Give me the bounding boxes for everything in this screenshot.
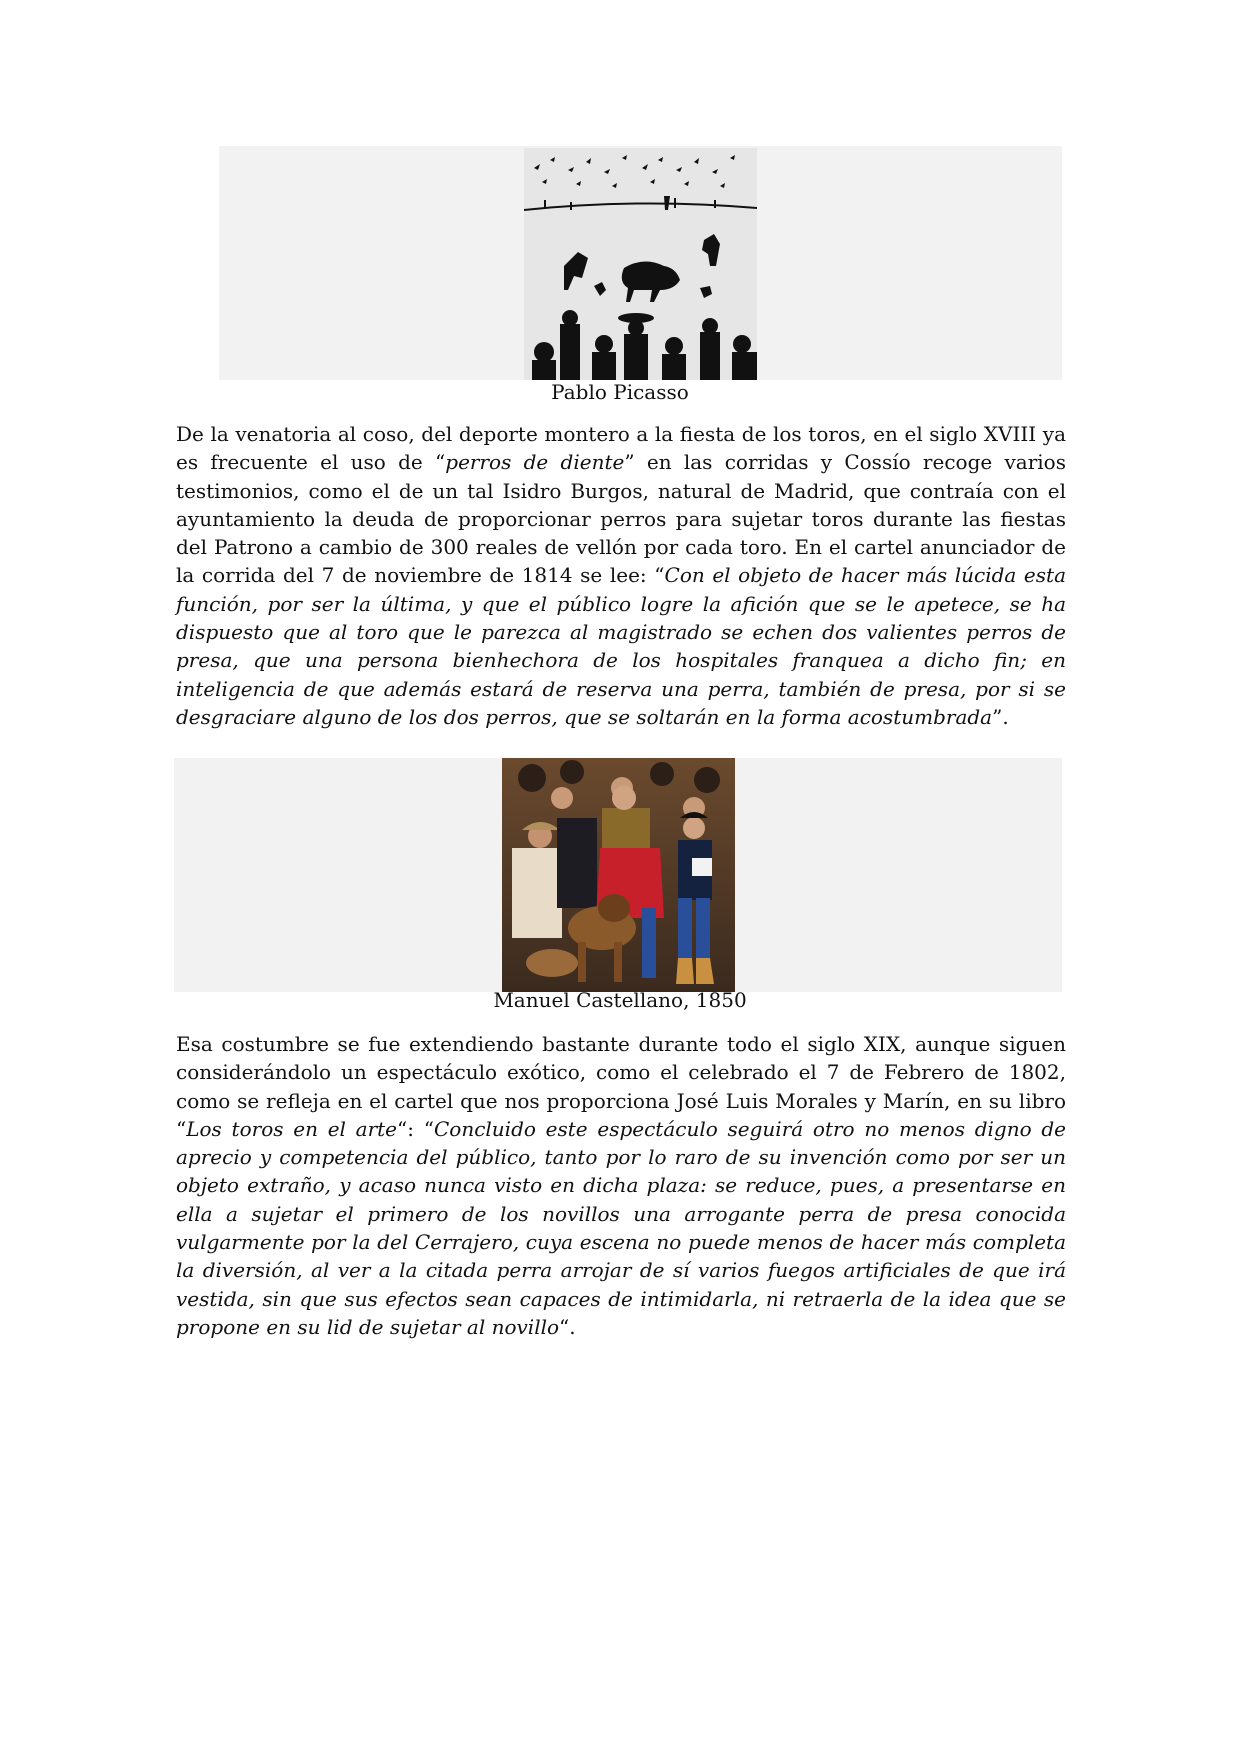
paragraph-2-text-b: “: “ [397, 1116, 434, 1141]
paragraph-1-text-b: ” en las corridas y Cossío recoge varios testimonios, como el de un tal Isidro Burgos, natural de Madrid, que contraía con el ayuntamiento la deuda de proporcionar perros para sujetar toros durante las fiestas del Patrono a cambio de 300 reales de vellón por cada toro. En el cartel anunciador de la corrida del 7 de noviembre de 1814 se lee: “ [176, 450, 1066, 588]
figure-2-caption: Manuel Castellano, 1850 [493, 988, 747, 1012]
figure-1-caption: Pablo Picasso [551, 380, 689, 404]
paragraph-1-text-a: De la venatoria al coso, del deporte montero a la fiesta de los toros, en el siglo XVIII ya es frecuente el uso de “ [176, 422, 1066, 475]
paragraph-2-italic-title: Los toros en el arte [186, 1116, 398, 1141]
paragraph-1-text-c: ”. [992, 704, 1009, 729]
paragraph-1-quote: Con el objeto de hacer más lúcida esta función, por ser la última, y que el público logre la afición que se le apetece, se ha dispuesto que al toro que le parezca al magistrado se echen dos valientes perros de presa, que una persona bienhechora de los hospitales franquea a dicho fin; en inteligencia de que además estará de reserva una perra, también de presa, por si se desgraciare alguno de los dos perros, que se soltarán en la forma acostumbrada [176, 563, 1066, 729]
paragraph-1 [176, 420, 1066, 731]
picasso-bullfight-image [524, 148, 757, 380]
paragraph-2-text-a: Esa costumbre se fue extendiendo bastante durante todo el siglo XIX, aunque siguen considerándolo un espectáculo exótico, como el celebrado el 7 de Febrero de 1802, como se refleja en el cartel que nos proporciona José Luis Morales y Marín, en su libro “ [176, 1032, 1066, 1141]
paragraph-2 [176, 1030, 1066, 1341]
paragraph-1-italic-a: perros de diente [445, 450, 625, 475]
castellano-painting-image [502, 758, 735, 992]
paragraph-2-quote: Concluido este espectáculo seguirá otro no menos digno de aprecio y competencia del público, tanto por lo raro de su invención como por ser un objeto extraño, y acaso nunca visto en dicha plaza: se reduce, pues, a presentarse en ella a sujetar el primero de los novillos una arrogante perra de presa conocida vulgarmente por la del Cerrajero, cuya escena no puede menos de hacer más completa la diversión, al ver a la citada perra arrojar de sí varios fuegos artificiales de que irá vestida, sin que sus efectos sean capaces de intimidarla, ni retraerla de la idea que se propone en su lid de sujetar al novillo [176, 1116, 1067, 1339]
paragraph-2-text-c: “. [559, 1314, 576, 1339]
